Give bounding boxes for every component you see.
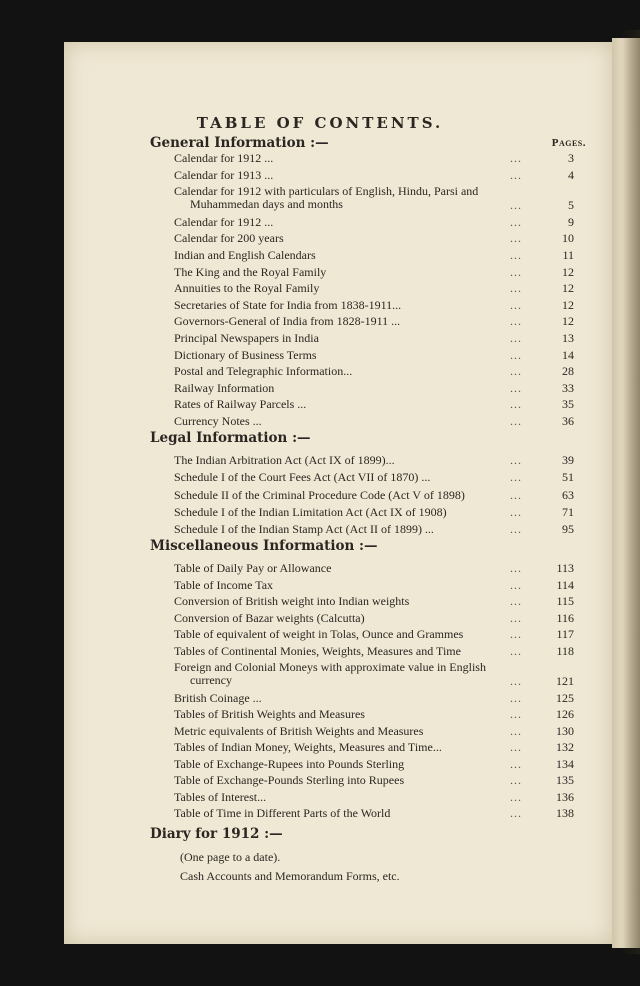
- toc-entry-label: The King and the Royal Family: [174, 264, 327, 279]
- toc-entry-label: Table of Exchange-Pounds Sterling into Rupees: [174, 773, 405, 787]
- leader-dots: ...: [510, 740, 522, 754]
- toc-entry-page-number: 113: [556, 561, 574, 575]
- toc-entry: [174, 380, 574, 396]
- toc-entry-label: Calendar for 1912 ...: [174, 214, 274, 229]
- leader-dots: ...: [510, 264, 522, 279]
- leader-dots: ...: [510, 331, 522, 345]
- leader-dots: ...: [510, 707, 522, 721]
- toc-entry-label: Governors-General of India from 1828-1911 ...: [174, 314, 401, 329]
- toc-entry-page-number: 12: [562, 264, 574, 279]
- toc-entry-label: Tables of British Weights and Measures: [174, 707, 365, 721]
- toc-entry: [174, 739, 574, 755]
- toc-entry-label: British Coinage ...: [174, 690, 262, 705]
- toc-entry-page-number: 134: [556, 756, 574, 771]
- leader-dots: ...: [510, 231, 522, 246]
- toc-entry-label: Tables of Continental Monies, Weights, Measures and Time: [174, 643, 461, 658]
- leader-dots: ...: [510, 806, 522, 820]
- toc-entry-page-number: 35: [562, 397, 574, 412]
- toc-entry-label: Principal Newspapers in India: [174, 331, 319, 345]
- toc-entry-label: Table of equivalent of weight in Tolas, Ounce and Grammes: [174, 627, 464, 641]
- leader-dots: ...: [510, 214, 522, 229]
- toc-entry: [174, 280, 574, 296]
- toc-entry-label: Schedule I of the Court Fees Act (Act VII of 1870) ...: [174, 470, 431, 485]
- leader-dots: ...: [510, 773, 522, 787]
- toc-entry-page-number: 95: [562, 522, 574, 537]
- toc-entry: [174, 347, 574, 363]
- toc-entry-page-number: 36: [562, 414, 574, 428]
- toc-entry: [174, 610, 574, 626]
- toc-entry-label: Railway Information: [174, 380, 275, 395]
- toc-entry-label: Tables of Interest...: [174, 789, 267, 804]
- toc-entry: [174, 706, 574, 722]
- toc-entry-page-number: 13: [562, 331, 574, 345]
- toc-entry-label: Tables of Indian Money, Weights, Measures and Time...: [174, 740, 442, 754]
- toc-entry-label: Secretaries of State for India from 1838-1911...: [174, 297, 402, 312]
- section-heading: Diary for 1912 :—: [150, 826, 283, 842]
- leader-dots: ...: [510, 198, 522, 213]
- toc-entry-page-number: 63: [562, 487, 574, 502]
- book-spine-shadow: [620, 30, 640, 954]
- toc-entry-page-number: 11: [562, 248, 574, 262]
- toc-entry: [174, 593, 574, 609]
- toc-entry: [174, 560, 574, 576]
- toc-entry: [174, 167, 574, 183]
- leader-dots: ...: [510, 487, 522, 502]
- toc-entry-page-number: 132: [556, 740, 574, 754]
- toc-entry: [174, 487, 574, 503]
- toc-entry: [174, 659, 574, 691]
- toc-entry: [174, 363, 574, 379]
- toc-entry: [174, 805, 574, 821]
- leader-dots: ...: [510, 610, 522, 625]
- toc-entry-page-number: 138: [556, 806, 574, 820]
- toc-entry: [174, 150, 574, 166]
- toc-entry: [174, 626, 574, 642]
- toc-entry: [174, 772, 574, 788]
- leader-dots: ...: [510, 577, 522, 592]
- toc-entry-label: Dictionary of Business Terms: [174, 347, 317, 362]
- leader-dots: ...: [510, 248, 522, 262]
- toc-entry-page-number: 125: [556, 690, 574, 705]
- toc-entry: [174, 723, 574, 739]
- toc-entry-page-number: 118: [556, 643, 574, 658]
- toc-entry-label: Calendar for 200 years: [174, 231, 284, 246]
- toc-entry-label: Schedule II of the Criminal Procedure Code (Act V of 1898): [174, 487, 465, 502]
- toc-entry-page-number: 4: [568, 167, 574, 182]
- toc-entry: [174, 643, 574, 659]
- toc-entry-page-number: 136: [556, 789, 574, 804]
- toc-entry-page-number: 135: [556, 773, 574, 787]
- leader-dots: ...: [510, 151, 522, 165]
- toc-entry-page-number: 28: [562, 364, 574, 379]
- toc-entry-page-number: 116: [556, 610, 574, 625]
- leader-dots: ...: [510, 504, 522, 519]
- toc-entry-page-number: 5: [568, 198, 574, 213]
- toc-entry-label: Calendar for 1913 ...: [174, 167, 274, 182]
- leader-dots: ...: [510, 314, 522, 329]
- toc-entry-label: Postal and Telegraphic Information...: [174, 364, 353, 379]
- toc-entry-label: Table of Income Tax: [174, 577, 274, 592]
- toc-entry-label: Rates of Railway Parcels ...: [174, 397, 307, 412]
- toc-entry-page-number: 71: [562, 504, 574, 519]
- leader-dots: ...: [510, 643, 522, 658]
- toc-entry: [174, 214, 574, 230]
- leader-dots: ...: [510, 723, 522, 738]
- toc-entry-page-number: 12: [562, 281, 574, 296]
- toc-entry-page-number: 14: [562, 347, 574, 362]
- diary-note: (One page to a date).: [180, 850, 281, 864]
- section-heading: Miscellaneous Information :—: [150, 538, 378, 554]
- toc-entry-page-number: 3: [568, 151, 574, 165]
- toc-entry-label: Table of Daily Pay or Allowance: [174, 561, 332, 575]
- page-title: TABLE OF CONTENTS.: [196, 114, 444, 132]
- toc-entry-label: Metric equivalents of British Weights and Measures: [174, 723, 424, 738]
- leader-dots: ...: [510, 281, 522, 296]
- toc-entry: [174, 330, 574, 346]
- toc-entry-label: Table of Exchange-Rupees into Pounds Sterling: [174, 756, 405, 771]
- section-heading: Legal Information :—: [150, 430, 311, 446]
- toc-entry: [174, 577, 574, 593]
- toc-entry-label: Schedule I of the Indian Stamp Act (Act II of 1899) ...: [174, 522, 434, 537]
- toc-entry-page-number: 114: [556, 577, 574, 592]
- toc-entry-label: Conversion of Bazar weights (Calcutta): [174, 610, 365, 625]
- toc-entry: [174, 469, 574, 485]
- leader-dots: ...: [510, 756, 522, 771]
- leader-dots: ...: [510, 789, 522, 804]
- toc-entry-label: Schedule I of the Indian Limitation Act (Act IX of 1908): [174, 504, 447, 519]
- leader-dots: ...: [510, 347, 522, 362]
- toc-entry-label: Conversion of British weight into Indian weights: [174, 594, 410, 608]
- toc-entry-label: The Indian Arbitration Act (Act IX of 1899)...: [174, 453, 395, 467]
- toc-entry-page-number: 9: [568, 214, 574, 229]
- leader-dots: ...: [510, 674, 522, 688]
- toc-entry: [174, 756, 574, 772]
- leader-dots: ...: [510, 414, 522, 428]
- toc-entry-page-number: 117: [556, 627, 574, 641]
- section-heading: General Information :—: [150, 135, 329, 151]
- leader-dots: ...: [510, 627, 522, 641]
- toc-entry: [174, 396, 574, 412]
- toc-entry-label: Calendar for 1912 with particulars of English, Hindu, Parsi and: [174, 184, 479, 199]
- toc-entry: [174, 521, 574, 537]
- toc-entry-page-number: 10: [562, 231, 574, 246]
- toc-entry: [174, 504, 574, 520]
- toc-entry-page-number: 126: [556, 707, 574, 721]
- leader-dots: ...: [510, 167, 522, 182]
- toc-entry: [174, 247, 574, 263]
- toc-entry: [174, 452, 574, 468]
- toc-entry-page-number: 121: [556, 674, 574, 688]
- leader-dots: ...: [510, 594, 522, 608]
- toc-entry-label: Foreign and Colonial Moneys with approximate value in English: [174, 660, 486, 674]
- toc-entry: [174, 264, 574, 280]
- toc-entry-label: Annuities to the Royal Family: [174, 281, 320, 296]
- leader-dots: ...: [510, 522, 522, 537]
- toc-entry-page-number: 39: [562, 453, 574, 467]
- toc-entry: [174, 690, 574, 706]
- toc-entry-page-number: 130: [556, 723, 574, 738]
- pages-column-heading: Pages.: [551, 137, 586, 149]
- toc-entry-page-number: 12: [562, 297, 574, 312]
- toc-entry-page-number: 115: [556, 594, 574, 608]
- toc-entry-page-number: 51: [562, 470, 574, 485]
- leader-dots: ...: [510, 364, 522, 379]
- diary-note: Cash Accounts and Memorandum Forms, etc.: [180, 869, 400, 883]
- toc-entry-label: Table of Time in Different Parts of the World: [174, 806, 391, 820]
- toc-entry-label: Indian and English Calendars: [174, 248, 316, 262]
- leader-dots: ...: [510, 380, 522, 395]
- leader-dots: ...: [510, 453, 522, 467]
- leader-dots: ...: [510, 397, 522, 412]
- toc-entry: [174, 789, 574, 805]
- toc-entry: [174, 230, 574, 246]
- toc-entry-page-number: 12: [562, 314, 574, 329]
- toc-entry: [174, 313, 574, 329]
- toc-entry: [174, 413, 574, 429]
- toc-entry: [174, 183, 574, 215]
- toc-entry-label: Currency Notes ...: [174, 414, 262, 428]
- leader-dots: ...: [510, 470, 522, 485]
- toc-entry-label-continued: Muhammedan days and months: [190, 197, 343, 212]
- toc-entry: [174, 297, 574, 313]
- leader-dots: ...: [510, 561, 522, 575]
- leader-dots: ...: [510, 690, 522, 705]
- leader-dots: ...: [510, 297, 522, 312]
- toc-entry-page-number: 33: [562, 380, 574, 395]
- toc-entry-label: Calendar for 1912 ...: [174, 151, 274, 165]
- toc-entry-label-continued: currency: [190, 673, 232, 687]
